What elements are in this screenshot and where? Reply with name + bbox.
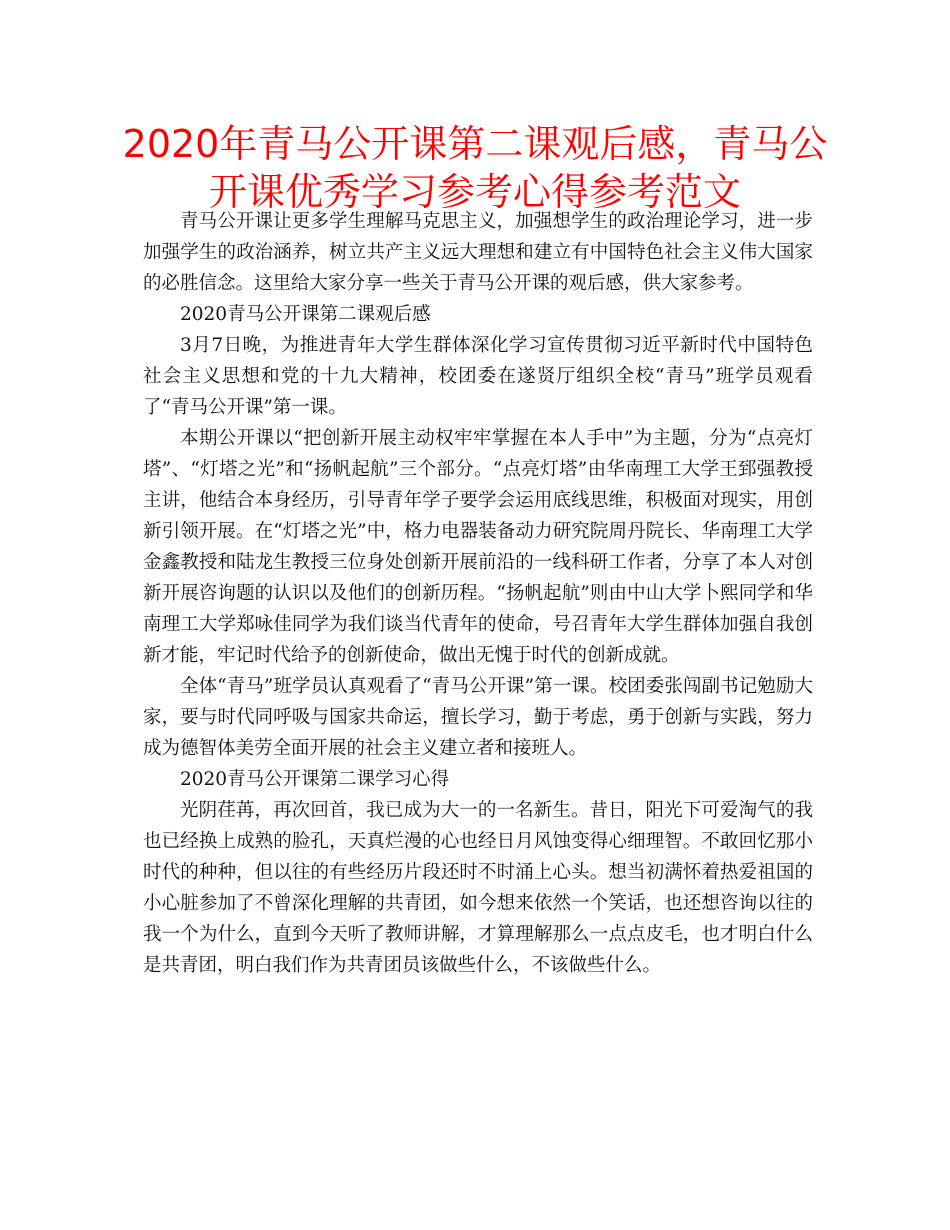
section-heading-study-notes: 2020青马公开课第二课学习心得	[180, 769, 450, 790]
section-heading-observation: 2020青马公开课第二课观后感	[180, 304, 431, 325]
document-title: 2020年青马公开课第二课观后感，青马公开课优秀学习参考心得参考范文	[122, 122, 828, 214]
intro-paragraph: 青马公开课让更多学生理解马克思主义，加强想学生的政治理论学习，进一步加强学生的政治涵养，树立共产主义远大理想和建立有中国特色社会主义伟大国家的必胜信念。这里给大家分享一些关于青马公开课的观后感，供大家参考。	[143, 211, 813, 294]
body-paragraph: 3月7日晚，为推进青年大学生群体深化学习宣传贯彻习近平新时代中国特色社会主义思想和党的十九大精神，校团委在遂贤厅组织全校“青马”班学员观看了“青马公开课”第一课。	[143, 335, 813, 418]
body-paragraph: 全体“青马”班学员认真观看了“青马公开课”第一课。校团委张闯副书记勉励大家，要与时代同呼吸与国家共命运，擅长学习，勤于考虑，勇于创新与实践，努力成为德智体美劳全面开展的社会主义建立者和接班人。	[143, 676, 813, 759]
body-paragraph: 光阴荏苒，再次回首，我已成为大一的一名新生。昔日，阳光下可爱淘气的我也已经换上成熟的脸孔，天真烂漫的心也经日月风蚀变得心细理智。不敢回忆那小时代的种种，但以往的有些经历片段还时不时涌上心头。想当初满怀着热爱祖国的小心脏参加了不曾深化理解的共青团，如今想来依然一个笑话，也还想咨询以往的我一个为什么，直到今天听了教师讲解，才算理解那么一点点皮毛，也才明白什么是共青团，明白我们作为共青团员该做些什么，不该做些什么。	[143, 800, 813, 976]
document-body	[143, 206, 813, 981]
body-paragraph: 本期公开课以“把创新开展主动权牢牢掌握在本人手中”为主题，分为“点亮灯塔”、“灯塔之光”和“扬帆起航”三个部分。“点亮灯塔”由华南理工大学王郅强教授主讲，他结合本身经历，引导青年学子要学会运用底线思维，积极面对现实，用创新引领开展。在“灯塔之光”中，格力电器装备动力研究院周丹院长、华南理工大学金鑫教授和陆龙生教授三位身处创新开展前沿的一线科研工作者，分享了本人对创新开展咨询题的认识以及他们的创新历程。“扬帆起航”则由中山大学卜熙同学和华南理工大学郑咏佳同学为我们谈当代青年的使命，号召青年大学生群体加强自我创新才能，牢记时代给予的创新使命，做出无愧于时代的创新成就。	[143, 428, 813, 666]
